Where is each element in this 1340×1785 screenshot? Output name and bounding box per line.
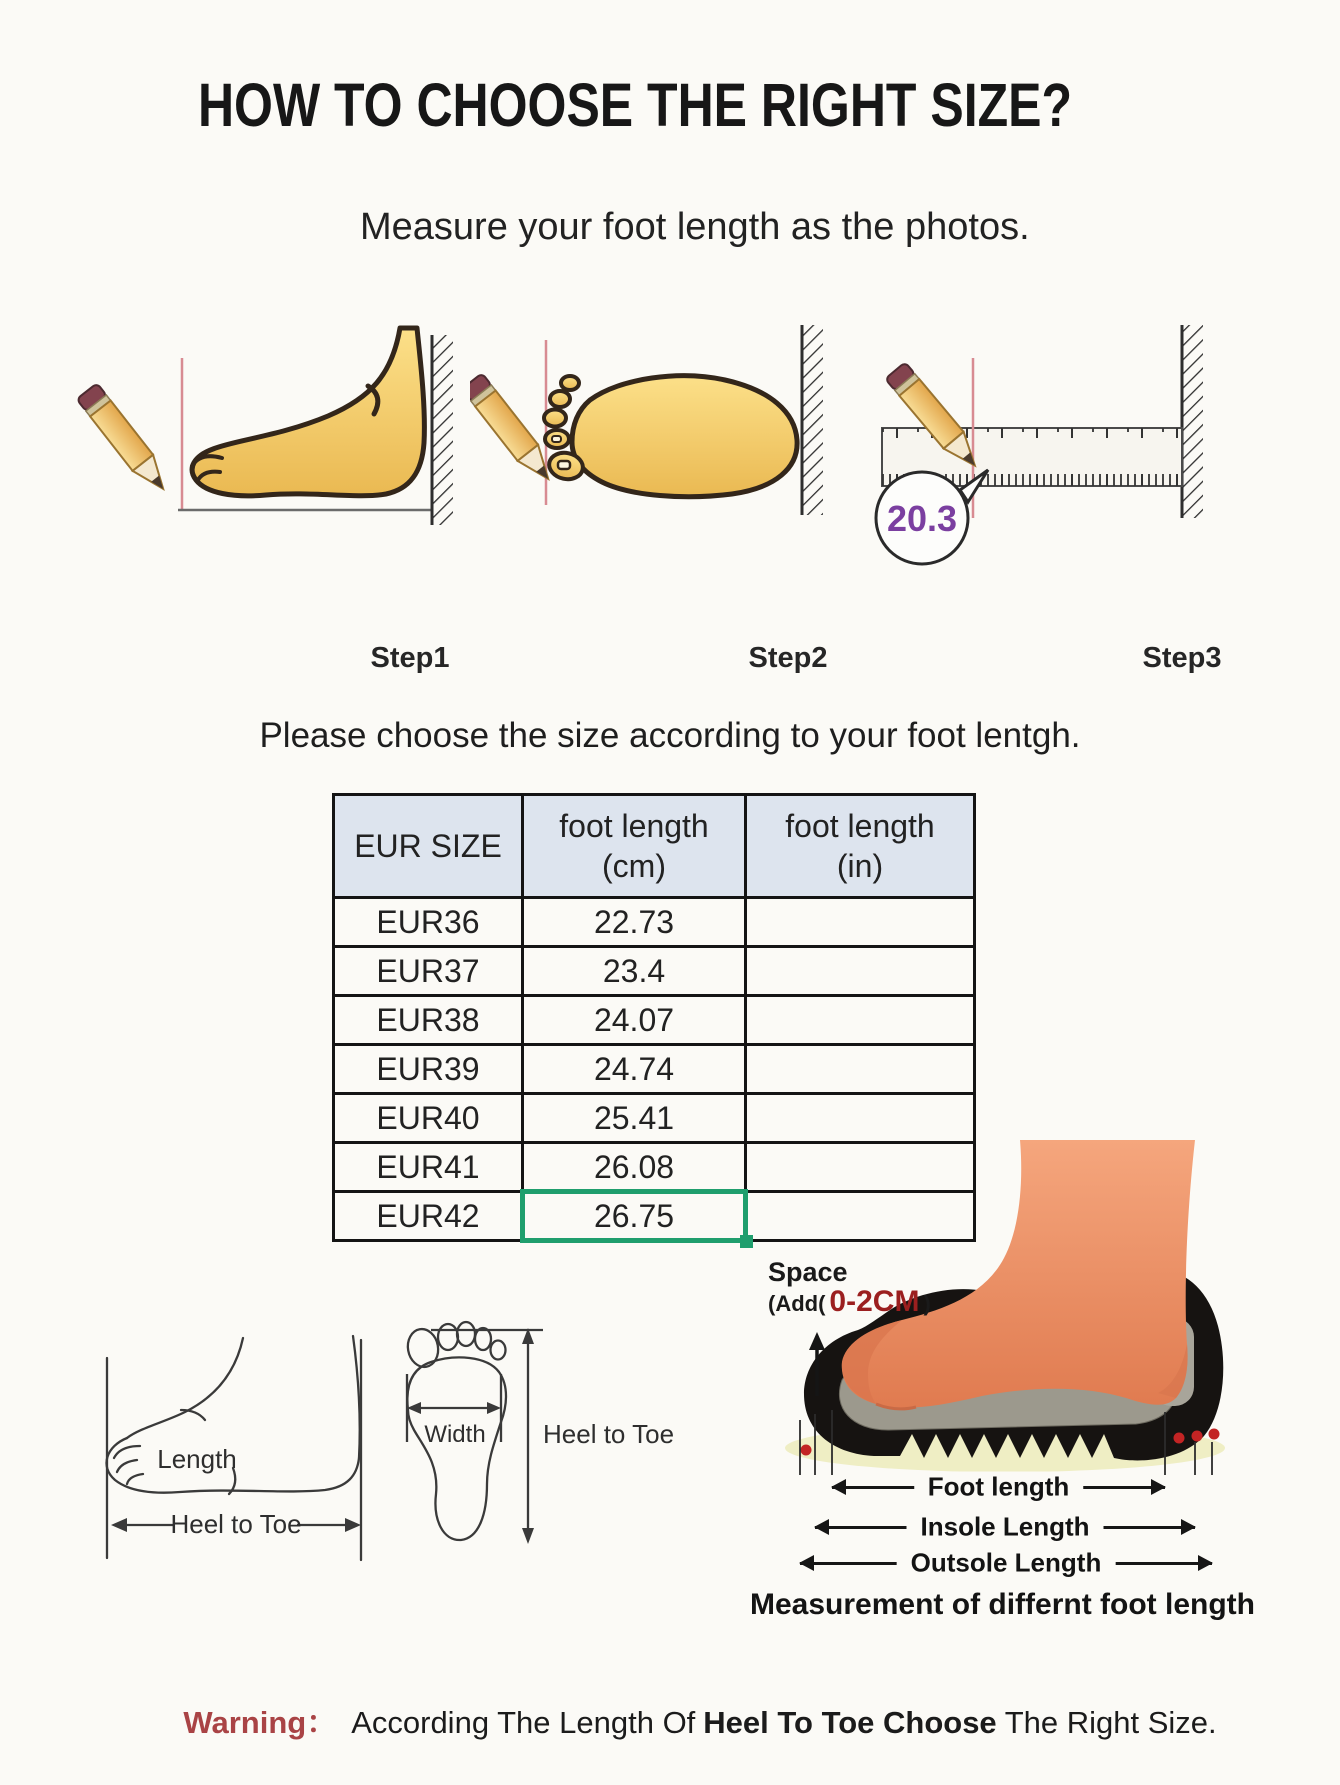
width-label: Width [424,1421,486,1448]
foot-top-cartoon [544,376,797,497]
cm-cell: 23.4 [523,947,746,996]
arrow-left-icon [799,1555,814,1571]
cm-cell: 24.74 [523,1045,746,1094]
cm-cell: 26.08 [523,1143,746,1192]
diagram-caption: Measurement of differnt foot length [750,1588,1255,1621]
table-row [334,1094,975,1143]
in-cell [746,947,975,996]
table-row [334,996,975,1045]
warning-label: Warning： [183,1705,338,1740]
size-cell: EUR42 [334,1192,523,1241]
cm-cell: 25.41 [523,1094,746,1143]
header-foot-length-in: foot length (in) [746,795,975,898]
heel-to-toe-label: Heel to Toe [170,1509,302,1539]
in-cell [746,898,975,947]
measured-value: 20.3 [886,498,958,539]
wall-hatch-icon [432,335,453,525]
outsole-length-label: Outsole Length [897,1548,1116,1579]
space-label: Space (Add( 0-2CM ) [768,1257,931,1319]
wall-hatch-icon [802,325,823,515]
foot-length-arrow [832,1471,1165,1502]
size-cell: EUR37 [334,947,523,996]
arrow-right-icon [1181,1519,1196,1535]
speech-bubble [876,470,988,564]
size-cell: EUR41 [334,1143,523,1192]
step3-illustration [860,300,1240,580]
outsole-length-arrow [800,1547,1212,1578]
size-cell: EUR40 [334,1094,523,1143]
warning-text: Warning： According The Length Of Heel To Toe Choose The Right Size. [183,1705,1217,1740]
size-cell: EUR39 [334,1045,523,1094]
table-row [334,947,975,996]
size-cell: EUR36 [334,898,523,947]
space-value: 0-2CM [829,1285,920,1319]
table-row [334,1045,975,1094]
step1-illustration [70,300,470,540]
table-header-row [334,795,975,898]
arrow-right-icon [1198,1555,1213,1571]
table-intro: Please choose the size according to your foot lentgh. [259,716,1081,755]
table-row [334,898,975,947]
in-cell [746,996,975,1045]
cm-cell: 24.07 [523,996,746,1045]
width-arrow [407,1402,501,1414]
foot-length-label: Foot length [914,1472,1084,1503]
arrow-left-icon [814,1519,829,1535]
header-foot-length-cm: foot length (cm) [523,795,746,898]
size-cell: EUR38 [334,996,523,1045]
length-label: Length [157,1444,237,1474]
cm-cell: 22.73 [523,898,746,947]
page-title: HOW TO CHOOSE THE RIGHT SIZE? [197,71,1073,140]
step1-label: Step1 [370,642,450,674]
step2-illustration [470,300,840,540]
insole-length-label: Insole Length [907,1512,1104,1543]
arrow-left-icon [831,1479,846,1495]
step2-label: Step2 [748,642,828,674]
footprint-diagram [395,1312,685,1562]
insole-length-arrow [815,1511,1195,1542]
heel-to-toe-vertical-arrow [522,1328,534,1544]
wall-hatch-icon [1182,325,1203,518]
pencil-icon [77,383,174,497]
side-foot-diagram [85,1320,385,1575]
arrow-right-icon [1151,1479,1166,1495]
in-cell [746,1045,975,1094]
foot-side-cartoon [192,328,424,496]
header-eur-size: EUR SIZE [334,795,523,898]
subtitle: Measure your foot length as the photos. [360,206,1030,248]
step3-label: Step3 [1142,642,1222,674]
heel-to-toe-label: Heel to Toe [543,1419,675,1449]
in-cell [746,1094,975,1143]
selected-cm-cell: 26.75 [523,1192,746,1241]
